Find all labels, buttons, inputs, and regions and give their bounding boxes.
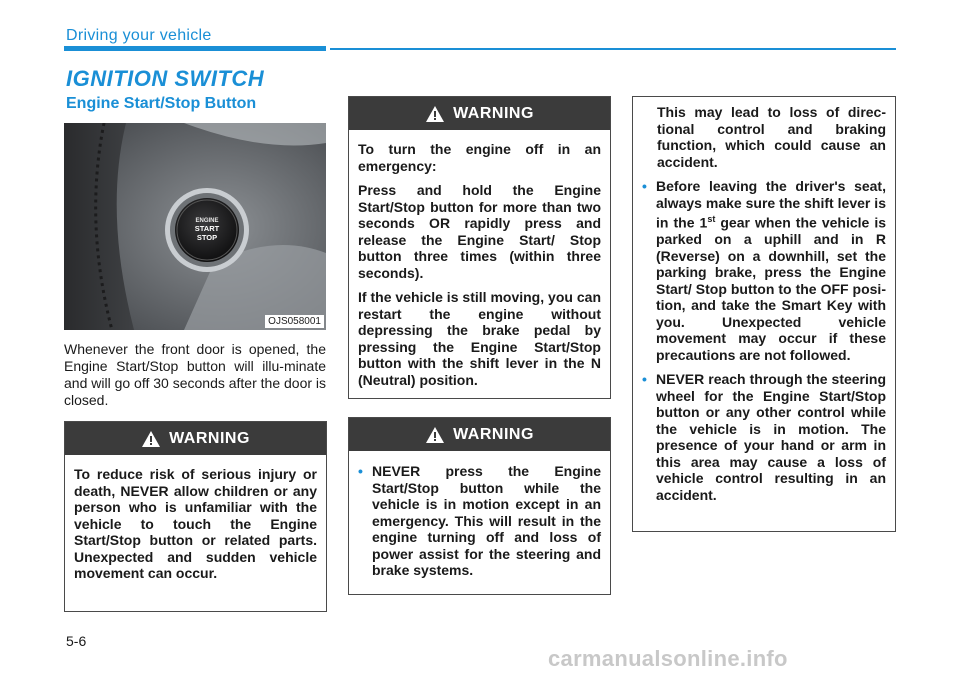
warning-triangle-icon (425, 105, 445, 123)
warning-box-emergency (348, 96, 611, 399)
warning-header (349, 97, 610, 130)
warning-box-children (64, 421, 327, 612)
warning-continued-text: This may lead to loss of direc-tional control and braking function, which could cause an accident. (657, 104, 886, 170)
bullet-dot-icon: • (358, 463, 363, 479)
warning-box-continued (632, 96, 896, 532)
warning-bullet-list (358, 463, 601, 579)
warning-header (65, 422, 326, 455)
warning-text: To reduce risk of serious injury or death, NEVER allow children or any person who is unfamiliar with the vehicle to touch the Engine Start/Stop button or related parts. Unexpected and sudden vehicle movement can occur. (74, 466, 317, 581)
warning-text-p3: If the vehicle is still moving, you can restart the engine without depressing the brake pedal by pressing the Engine Start/Stop button with the shift lever in the N (Neutral) position. (358, 289, 601, 388)
warning-text-p1: To turn the engine off in an emergency: (358, 141, 601, 174)
button-line-start: START (194, 224, 220, 233)
photo-code: OJS058001 (265, 315, 324, 328)
engine-button-illustration (64, 123, 326, 330)
page-number: 5-6 (66, 633, 87, 649)
section-title: IGNITION SWITCH (66, 66, 265, 91)
watermark-footer: carmanualsonline.info (548, 646, 788, 671)
button-line-stop: STOP (196, 233, 218, 242)
warning-label: WARNING (453, 425, 534, 443)
button-line-engine: ENGINE (195, 218, 219, 224)
list-item: • Before leaving the driver's seat, always make sure the shift lever is in the 1st gear when the vehicle is parked on a uphill and in R (Reverse) on a downhill, set the parking brake, press the Engine Start/ Stop button to the OFF posi-tion, and take the Smart Key with you. Unexpected vehicle movement may occur if these precautions are not followed. (642, 178, 887, 363)
list-item: • NEVER press the Engine Start/Stop button while the vehicle is in motion except in an emergency. This will result in the engine turning off and loss of power assist for the steering and brake systems. (358, 463, 601, 578)
header-rule-thin (330, 48, 896, 50)
bullet-dot-icon: • (642, 178, 647, 194)
warning-box-motion (348, 417, 611, 595)
warning-header (349, 418, 610, 451)
list-item: • NEVER reach through the steering wheel for the Engine Start/Stop button or any other control while the vehicle is in motion. The presence of your hand or arm in this area may cause a loss of vehicle control resulting in an accident. (642, 371, 886, 503)
warning-triangle-icon (141, 430, 161, 448)
header-rule-thick (64, 46, 326, 51)
warning-text-p2: Press and hold the Engine Start/Stop button for more than two seconds OR rapidly press and release the Engine Start/ Stop button three times (within three seconds). (358, 182, 601, 281)
warning-label: WARNING (169, 429, 250, 447)
sub-title: Engine Start/Stop Button (66, 95, 257, 112)
warning-label: WARNING (453, 104, 534, 122)
warning-triangle-icon (425, 426, 445, 444)
running-header: Driving your vehicle (66, 27, 212, 44)
engine-button-photo (64, 123, 326, 330)
intro-paragraph: Whenever the front door is opened, the Engine Start/Stop button will illu-minate and will go off 30 seconds after the door is closed. (64, 341, 327, 408)
warning-bullet-list (642, 178, 886, 503)
bullet-dot-icon: • (642, 371, 647, 388)
